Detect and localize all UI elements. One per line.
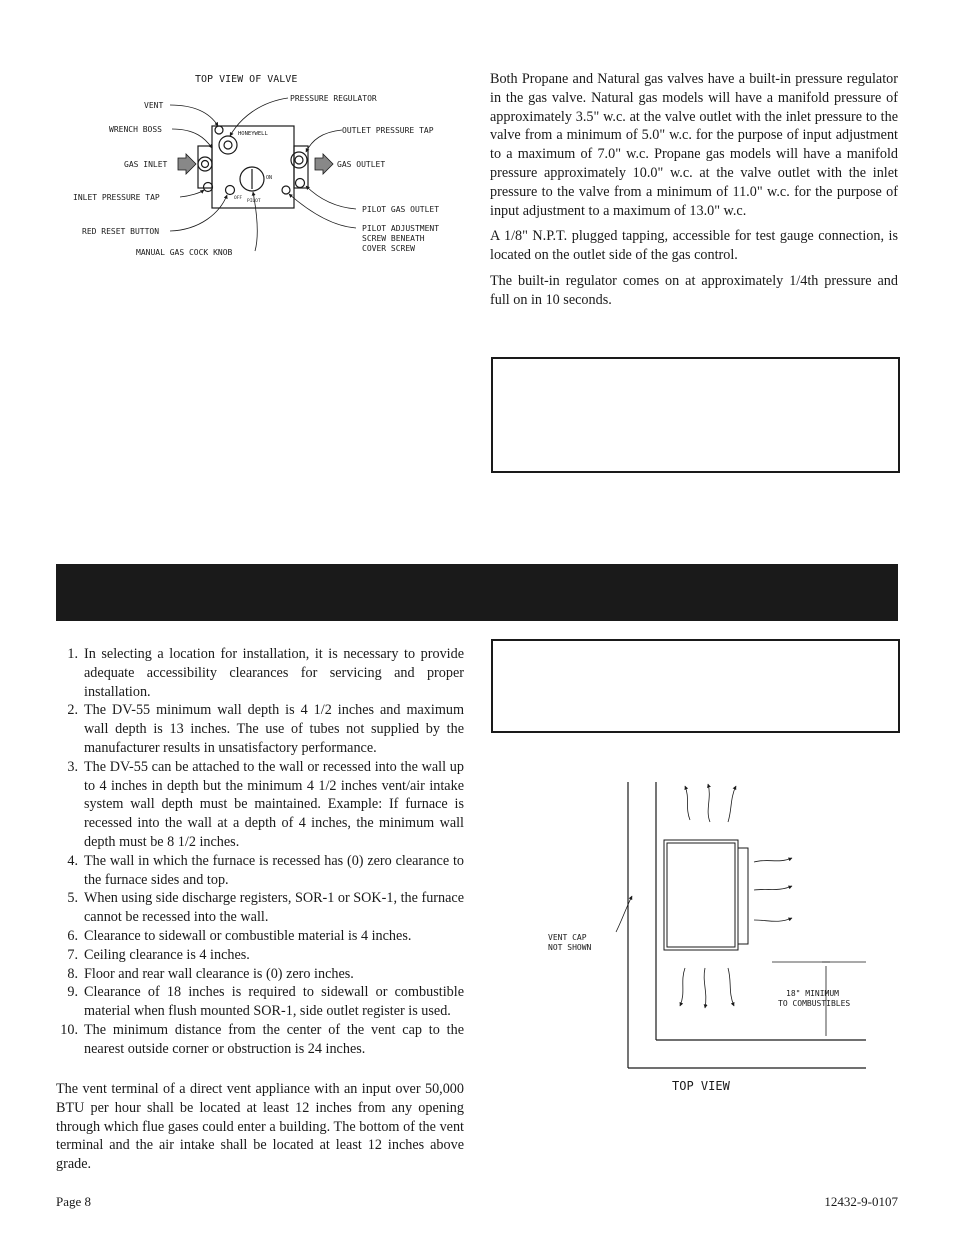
pilot-adjustment-label-2: SCREW BENEATH <box>362 234 425 243</box>
list-item: 3. The DV-55 can be attached to the wall or recessed into the wall up to 4 inches in depth but the minimum 4 1/2 inches vent/air intake system wall depth must be maintained. Example: If furnace is recessed into the wall at a depth of 4 inches, the minimum wall depth must be 8 1/2 inches. <box>67 758 464 850</box>
page-number: Page 8 <box>56 1194 92 1209</box>
outlet-pressure-tap-label: OUTLET PRESSURE TAP <box>342 126 434 135</box>
location-requirements-list <box>56 645 464 1059</box>
gas-outlet-arrow-icon <box>315 154 333 174</box>
valve-brand-label: HONEYWELL <box>238 131 268 137</box>
list-item: 10. The minimum distance from the center of the vent cap to the nearest outside corner or obstruction is 24 inches. <box>60 1021 464 1057</box>
valve-diagram <box>60 68 460 268</box>
knob-pilot-label: PILOT <box>247 199 261 204</box>
pilot-gas-outlet-label: PILOT GAS OUTLET <box>362 205 440 214</box>
manual-gas-cock-knob-label: MANUAL GAS COCK KNOB <box>136 248 233 257</box>
knob-on-label: ON <box>266 175 273 181</box>
gas-inlet-arrow-icon <box>178 154 196 174</box>
top-view-diagram <box>540 770 870 1100</box>
list-item: 2. The DV-55 minimum wall depth is 4 1/2 inches and maximum wall depth is 13 inches. The use of tubes not supplied by the manufacturer results in unsatisfactory performance. <box>67 702 464 756</box>
vent-cap-label-1: VENT CAP <box>548 933 587 942</box>
notice-box-bottom <box>491 639 900 733</box>
list-item: 7. Ceiling clearance is 4 inches. <box>67 946 250 963</box>
knob-off-label: OFF <box>234 196 243 201</box>
section-header-band <box>56 564 898 621</box>
gas-valve-description <box>490 70 898 317</box>
vent-terminal-paragraph: The vent terminal of a direct vent appliance with an input over 50,000 BTU per hour shall be located at least 12 inches from any opening through which flue gases could enter a building. The bottom of the vent terminal and the air intake shall be located at least 12 inches above grade. <box>56 1081 464 1173</box>
valve-title: TOP VIEW OF VALVE <box>195 74 298 85</box>
list-item: 4. The wall in which the furnace is recessed has (0) zero clearance to the furnace sides and top. <box>67 852 464 888</box>
minimum-label-2: TO COMBUSTIBLES <box>778 999 851 1008</box>
furnace-outline <box>664 840 748 950</box>
gas-inlet-label: GAS INLET <box>124 160 168 169</box>
wrench-boss-label: WRENCH BOSS <box>109 125 162 134</box>
pressure-regulator-label: PRESSURE REGULATOR <box>290 94 377 103</box>
list-item: 6. Clearance to sidewall or combustible material is 4 inches. <box>67 927 412 944</box>
document-code: 12432-9-0107 <box>824 1194 898 1209</box>
minimum-label-1: 18" MINIMUM <box>786 989 839 998</box>
vent-label: VENT <box>144 101 164 110</box>
list-item: 8. Floor and rear wall clearance is (0) zero inches. <box>67 965 354 982</box>
gas-outlet-label: GAS OUTLET <box>337 160 386 169</box>
pilot-adjustment-label-3: COVER SCREW <box>362 244 415 253</box>
regulator-paragraph: Both Propane and Natural gas valves have a built-in pressure regulator in the gas valve. Natural gas models will have a manifold pressure of approximately 3.5" w.c. at the valve outlet with the inlet pressure to the valve from a minimum of 5.0" w.c. for the purpose of input adjustment to a maximum of 7.0" w.c. Propane gas models will have a manifold pressure approximately 10.0" w.c. at the valve outlet with the inlet pressure to the valve from a minimum of 11.0" w.c. for the purpose of input adjustment to a maximum of 13.0" w.c. <box>490 71 898 219</box>
red-reset-button-label: RED RESET BUTTON <box>82 227 160 236</box>
regulator-timing-paragraph: The built-in regulator comes on at approximately 1/4th pressure and full on in 10 seconds. <box>490 272 898 308</box>
list-item: 9. Clearance of 18 inches is required to sidewall or combustible material when flush mounted SOR-1, side outlet register is used. <box>67 984 464 1020</box>
notice-box-top <box>491 357 900 473</box>
tapping-paragraph: A 1/8" N.P.T. plugged tapping, accessible for test gauge connection, is located on the outlet side of the gas control. <box>490 228 898 264</box>
vent-cap-label-2: NOT SHOWN <box>548 943 592 952</box>
list-item: 5. When using side discharge registers, SOR-1 or SOK-1, the furnace cannot be recessed into the wall. <box>67 890 464 926</box>
pilot-adjustment-label-1: PILOT ADJUSTMENT <box>362 224 440 233</box>
inlet-pressure-tap-label: INLET PRESSURE TAP <box>73 193 160 202</box>
top-view-caption: TOP VIEW <box>672 1079 730 1093</box>
list-item: 1. In selecting a location for installation, it is necessary to provide adequate accessibility clearances for servicing and proper installation. <box>67 646 464 700</box>
